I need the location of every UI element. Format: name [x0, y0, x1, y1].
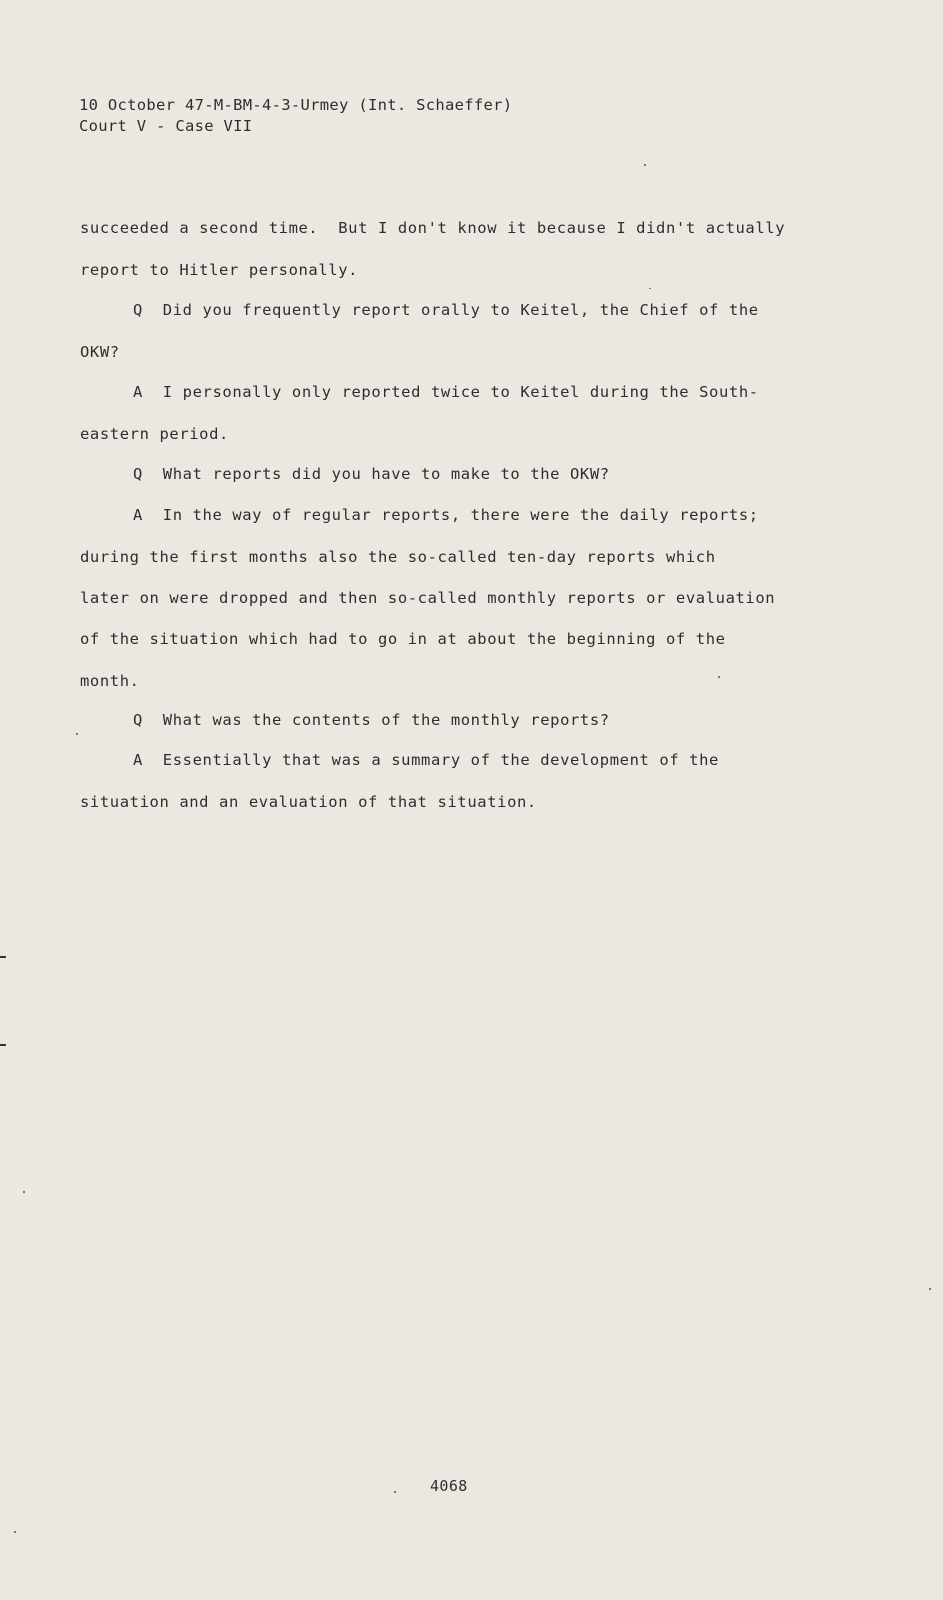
paper-speck — [929, 1288, 931, 1290]
transcript-line: Q What reports did you have to make to the OKW? — [133, 465, 610, 483]
paper-speck — [718, 676, 720, 678]
transcript-line: A In the way of regular reports, there were the daily reports; — [133, 506, 759, 524]
transcript-line: succeeded a second time. But I don't know it because I didn't actually — [80, 219, 786, 237]
transcript-line: eastern period. — [80, 425, 229, 443]
transcript-line: A I personally only reported twice to Keitel during the South- — [133, 383, 759, 401]
paper-speck — [76, 733, 78, 735]
transcript-line: month. — [80, 672, 140, 690]
transcript-line: report to Hitler personally. — [80, 261, 359, 279]
edge-mark — [0, 956, 6, 958]
paper-speck — [23, 1191, 25, 1193]
transcript-line: of the situation which had to go in at about the beginning of the — [80, 630, 726, 648]
header-session-line: 10 October 47-M-BM-4-3-Urmey (Int. Schaeffer) — [79, 96, 513, 114]
paper-speck — [649, 288, 651, 289]
document-header — [79, 95, 512, 137]
edge-mark — [0, 1044, 6, 1046]
paper-speck — [644, 164, 646, 166]
paper-speck — [14, 1531, 16, 1533]
transcript-line: Q Did you frequently report orally to Keitel, the Chief of the — [133, 301, 759, 319]
transcript-line: OKW? — [80, 343, 120, 361]
transcript-line: during the first months also the so-called ten-day reports which — [80, 548, 716, 566]
paper-speck — [394, 1491, 396, 1493]
header-court-line: Court V - Case VII — [79, 117, 253, 135]
page-number: 4068 — [430, 1477, 468, 1495]
transcript-line: Q What was the contents of the monthly reports? — [133, 711, 610, 729]
transcript-line: A Essentially that was a summary of the development of the — [133, 751, 719, 769]
transcript-line: situation and an evaluation of that situation. — [80, 793, 537, 811]
transcript-line: later on were dropped and then so-called monthly reports or evaluation — [80, 589, 776, 607]
